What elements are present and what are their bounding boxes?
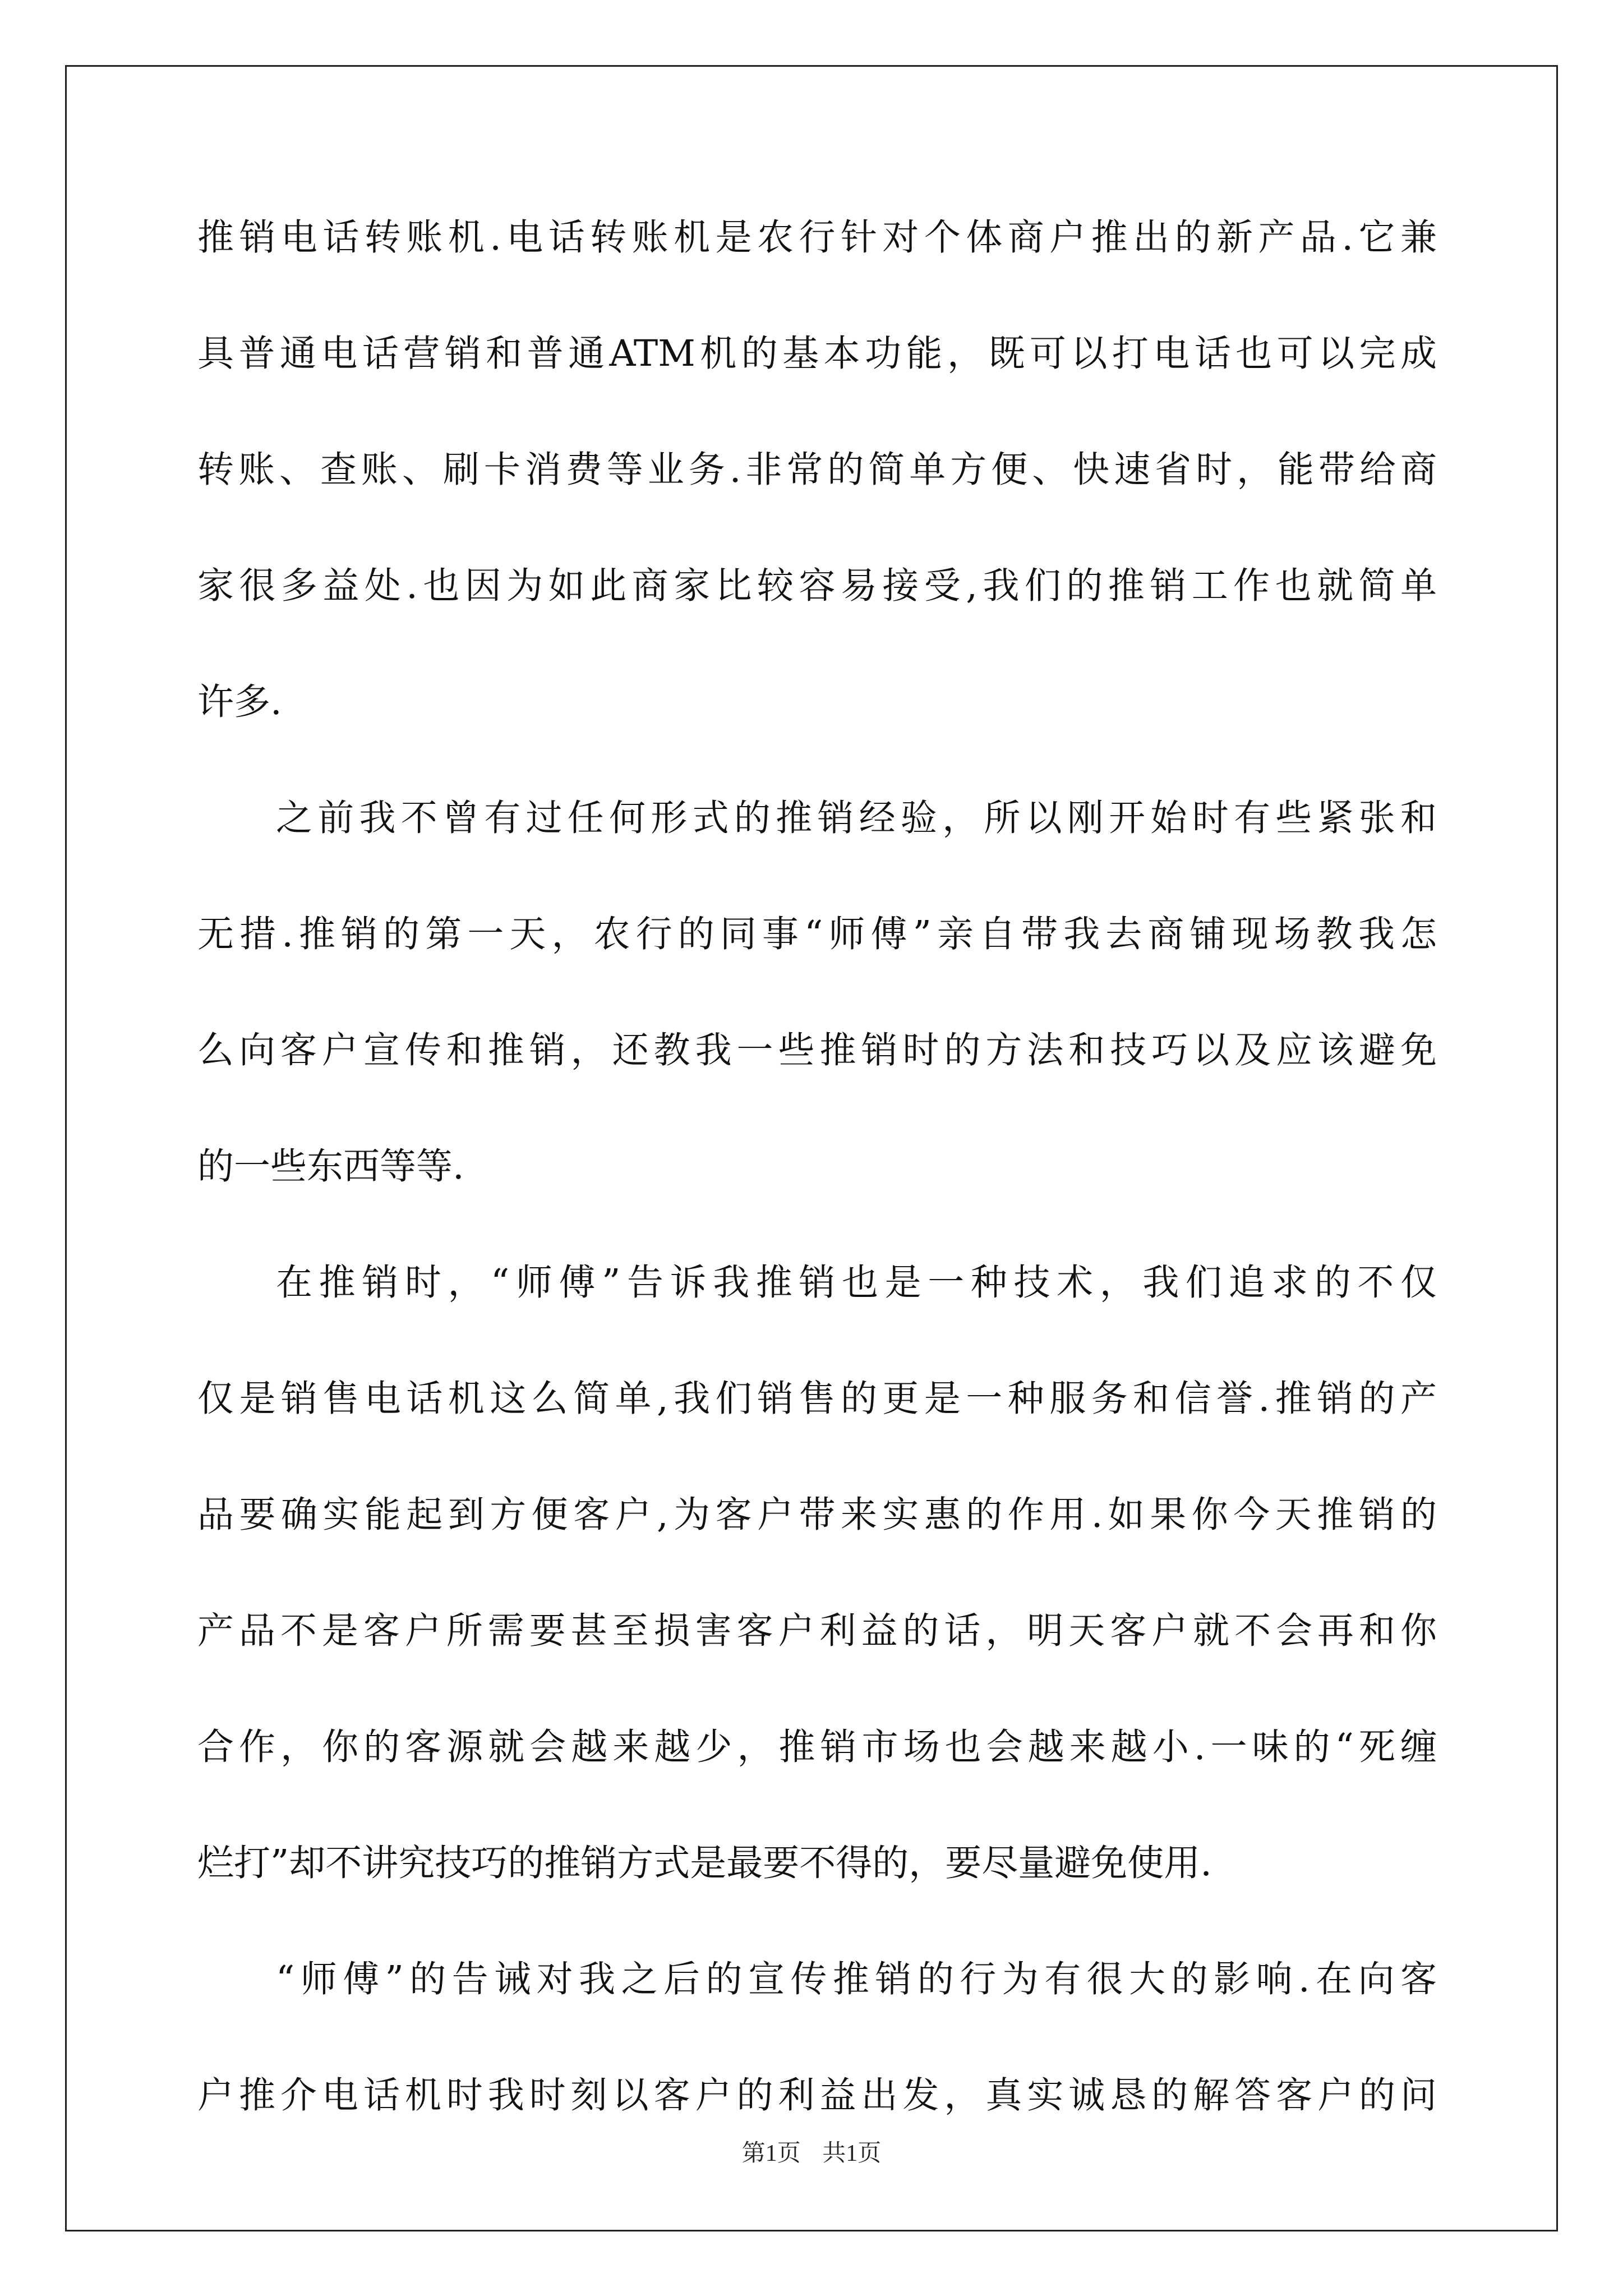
line-text: 许多.: [197, 681, 282, 723]
line-text: 无措.推销的第一天，农行的同事“师傅”亲自带我去商铺现场教我怎: [197, 913, 1437, 955]
line-text: 仅是销售电话机这么简单,我们销售的更是一种服务和信誉.推销的产: [197, 1378, 1437, 1420]
text-line: [197, 1369, 1437, 1485]
line-text: 转账、查账、刷卡消费等业务.非常的简单方便、快速省时，能带给商: [197, 449, 1437, 491]
line-text: 具普通电话营销和普通ATM机的基本功能，既可以打电话也可以完成: [197, 333, 1437, 375]
text-line: [197, 788, 1437, 904]
text-line: [197, 1137, 1437, 1253]
line-text: 家很多益处.也因为如此商家比较容易接受,我们的推销工作也就简单: [197, 565, 1437, 607]
text-line: [197, 208, 1437, 324]
text-line: [197, 440, 1437, 556]
text-line: [197, 324, 1437, 440]
line-text: 烂打”却不讲究技巧的推销方式是最要不得的，要尽量避免使用.: [197, 1842, 1212, 1884]
line-text: 产品不是客户所需要甚至损害客户利益的话，明天客户就不会再和你: [197, 1610, 1437, 1652]
text-line: [197, 556, 1437, 672]
text-line: [197, 1020, 1437, 1137]
line-text: 之前我不曾有过任何形式的推销经验，所以刚开始时有些紧张和: [276, 797, 1437, 839]
text-line: [197, 1253, 1437, 1369]
document-body: [197, 208, 1437, 2182]
line-text: 户推介电话机时我时刻以客户的利益出发，真实诚恳的解答客户的问: [197, 2074, 1437, 2116]
page-footer: [0, 2134, 1623, 2168]
text-line: [197, 1485, 1437, 1601]
text-line: [197, 1717, 1437, 1833]
page-total: 共1页: [822, 2141, 882, 2166]
line-text: 的一些东西等等.: [197, 1145, 464, 1188]
line-text: 么向客户宣传和推销，还教我一些推销时的方法和技巧以及应该避免: [197, 1029, 1437, 1071]
line-text: 在推销时，“师傅”告诉我推销也是一种技术，我们追求的不仅: [276, 1262, 1437, 1304]
line-text: 品要确实能起到方便客户,为客户带来实惠的作用.如果你今天推销的: [197, 1494, 1437, 1536]
text-line: [197, 1601, 1437, 1717]
text-line: [197, 672, 1437, 788]
text-line: [197, 1833, 1437, 1949]
page-number: 第1页: [741, 2141, 801, 2166]
line-text: 合作，你的客源就会越来越少，推销市场也会越来越小.一味的“死缠: [197, 1726, 1437, 1768]
text-line: [197, 904, 1437, 1020]
line-text: 推销电话转账机.电话转账机是农行针对个体商户推出的新产品.它兼: [197, 217, 1437, 259]
text-line: [197, 1949, 1437, 2065]
line-text: “师傅”的告诫对我之后的宣传推销的行为有很大的影响.在向客: [276, 1958, 1437, 2000]
